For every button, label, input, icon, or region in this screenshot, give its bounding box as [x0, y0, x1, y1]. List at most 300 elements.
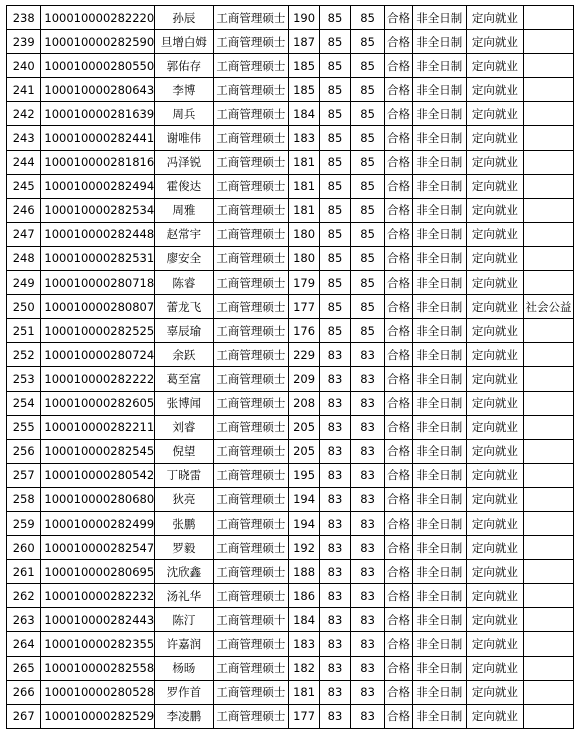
table-row: [7, 126, 574, 150]
table-row: [7, 295, 574, 319]
score-1-cell: 83: [319, 608, 350, 632]
table-row: [7, 6, 574, 30]
candidate-name-cell: 李凌鹏: [155, 704, 213, 728]
row-number-cell: 261: [7, 560, 41, 584]
study-mode-cell: 非全日制: [412, 343, 466, 367]
table-row: [7, 150, 574, 174]
result-cell: 合格: [385, 174, 413, 198]
major-cell: 工商管理硕士: [213, 343, 289, 367]
candidate-name-cell: 罗作首: [155, 680, 213, 704]
score-1-cell: 85: [319, 271, 350, 295]
employment-type-cell: 定向就业: [466, 704, 523, 728]
table-row: [7, 271, 574, 295]
total-score-cell: 190: [289, 6, 320, 30]
candidate-id-cell: 100010000282443: [41, 608, 155, 632]
total-score-cell: 181: [289, 198, 320, 222]
employment-type-cell: 定向就业: [466, 680, 523, 704]
result-cell: 合格: [385, 584, 413, 608]
row-number-cell: 240: [7, 54, 41, 78]
score-1-cell: 83: [319, 487, 350, 511]
score-1-cell: 85: [319, 174, 350, 198]
score-2-cell: 85: [351, 295, 385, 319]
note-cell: [524, 536, 574, 560]
score-2-cell: 85: [351, 198, 385, 222]
employment-type-cell: 定向就业: [466, 632, 523, 656]
result-cell: 合格: [385, 487, 413, 511]
row-number-cell: 248: [7, 246, 41, 270]
candidate-name-cell: 李博: [155, 78, 213, 102]
result-cell: 合格: [385, 271, 413, 295]
major-cell: 工商管理硕士: [213, 30, 289, 54]
total-score-cell: 209: [289, 367, 320, 391]
major-cell: 工商管理硕士: [213, 319, 289, 343]
row-number-cell: 264: [7, 632, 41, 656]
table-row: [7, 30, 574, 54]
candidate-id-cell: 100010000281639: [41, 102, 155, 126]
study-mode-cell: 非全日制: [412, 560, 466, 584]
candidate-id-cell: 100010000280528: [41, 680, 155, 704]
candidate-name-cell: 丁晓雷: [155, 463, 213, 487]
employment-type-cell: 定向就业: [466, 415, 523, 439]
score-2-cell: 83: [351, 487, 385, 511]
score-2-cell: 85: [351, 6, 385, 30]
candidate-id-cell: 100010000282211: [41, 415, 155, 439]
note-cell: [524, 680, 574, 704]
table-row: [7, 560, 574, 584]
note-cell: [524, 150, 574, 174]
candidate-id-cell: 100010000280807: [41, 295, 155, 319]
employment-type-cell: 定向就业: [466, 391, 523, 415]
note-cell: [524, 367, 574, 391]
major-cell: 工商管理硕士: [213, 511, 289, 535]
table-row: [7, 246, 574, 270]
major-cell: 工商管理硕士: [213, 78, 289, 102]
row-number-cell: 246: [7, 198, 41, 222]
candidate-name-cell: 蕾龙飞: [155, 295, 213, 319]
major-cell: 工商管理硕十: [213, 608, 289, 632]
employment-type-cell: 定向就业: [466, 656, 523, 680]
score-1-cell: 85: [319, 246, 350, 270]
score-2-cell: 83: [351, 584, 385, 608]
major-cell: 工商管理硕士: [213, 439, 289, 463]
note-cell: [524, 319, 574, 343]
total-score-cell: 179: [289, 271, 320, 295]
total-score-cell: 195: [289, 463, 320, 487]
score-1-cell: 85: [319, 78, 350, 102]
study-mode-cell: 非全日制: [412, 78, 466, 102]
major-cell: 工商管理硕士: [213, 391, 289, 415]
row-number-cell: 247: [7, 222, 41, 246]
candidate-id-cell: 100010000280550: [41, 54, 155, 78]
candidate-id-cell: 100010000282222: [41, 367, 155, 391]
candidate-id-cell: 100010000282355: [41, 632, 155, 656]
result-cell: 合格: [385, 246, 413, 270]
row-number-cell: 257: [7, 463, 41, 487]
study-mode-cell: 非全日制: [412, 174, 466, 198]
table-row: [7, 439, 574, 463]
study-mode-cell: 非全日制: [412, 632, 466, 656]
total-score-cell: 183: [289, 632, 320, 656]
score-2-cell: 83: [351, 560, 385, 584]
score-1-cell: 83: [319, 367, 350, 391]
score-2-cell: 85: [351, 319, 385, 343]
result-cell: 合格: [385, 511, 413, 535]
major-cell: 工商管理硕士: [213, 560, 289, 584]
employment-type-cell: 定向就业: [466, 367, 523, 391]
note-cell: [524, 415, 574, 439]
result-cell: 合格: [385, 704, 413, 728]
score-2-cell: 83: [351, 367, 385, 391]
note-cell: [524, 78, 574, 102]
note-cell: [524, 54, 574, 78]
row-number-cell: 254: [7, 391, 41, 415]
table-row: [7, 536, 574, 560]
major-cell: 工商管理硕士: [213, 656, 289, 680]
candidate-name-cell: 孙辰: [155, 6, 213, 30]
row-number-cell: 266: [7, 680, 41, 704]
candidate-name-cell: 张博闻: [155, 391, 213, 415]
row-number-cell: 253: [7, 367, 41, 391]
study-mode-cell: 非全日制: [412, 150, 466, 174]
study-mode-cell: 非全日制: [412, 656, 466, 680]
total-score-cell: 188: [289, 560, 320, 584]
score-1-cell: 83: [319, 632, 350, 656]
candidate-name-cell: 沈欣鑫: [155, 560, 213, 584]
major-cell: 工商管理硕士: [213, 246, 289, 270]
employment-type-cell: 定向就业: [466, 271, 523, 295]
major-cell: 工商管理硕士: [213, 198, 289, 222]
major-cell: 工商管理硕士: [213, 584, 289, 608]
candidate-id-cell: 100010000282441: [41, 126, 155, 150]
candidate-id-cell: 100010000280542: [41, 463, 155, 487]
employment-type-cell: 定向就业: [466, 536, 523, 560]
candidate-name-cell: 赵常宇: [155, 222, 213, 246]
score-1-cell: 83: [319, 391, 350, 415]
major-cell: 工商管理硕士: [213, 632, 289, 656]
result-cell: 合格: [385, 54, 413, 78]
row-number-cell: 262: [7, 584, 41, 608]
candidate-id-cell: 100010000280643: [41, 78, 155, 102]
score-2-cell: 85: [351, 150, 385, 174]
row-number-cell: 267: [7, 704, 41, 728]
table-row: [7, 198, 574, 222]
row-number-cell: 256: [7, 439, 41, 463]
score-2-cell: 83: [351, 632, 385, 656]
total-score-cell: 192: [289, 536, 320, 560]
table-row: [7, 487, 574, 511]
table-row: [7, 78, 574, 102]
table-row: [7, 704, 574, 728]
candidate-name-cell: 汤礼华: [155, 584, 213, 608]
study-mode-cell: 非全日制: [412, 246, 466, 270]
candidate-id-cell: 100010000282448: [41, 222, 155, 246]
note-cell: [524, 608, 574, 632]
major-cell: 工商管理硕士: [213, 54, 289, 78]
total-score-cell: 181: [289, 174, 320, 198]
table-row: [7, 391, 574, 415]
total-score-cell: 181: [289, 150, 320, 174]
score-2-cell: 83: [351, 656, 385, 680]
result-cell: 合格: [385, 608, 413, 632]
note-cell: [524, 487, 574, 511]
score-2-cell: 85: [351, 174, 385, 198]
result-cell: 合格: [385, 415, 413, 439]
table-row: [7, 463, 574, 487]
employment-type-cell: 定向就业: [466, 511, 523, 535]
candidate-id-cell: 100010000282547: [41, 536, 155, 560]
table-row: [7, 680, 574, 704]
row-number-cell: 250: [7, 295, 41, 319]
result-cell: 合格: [385, 680, 413, 704]
note-cell: [524, 656, 574, 680]
employment-type-cell: 定向就业: [466, 126, 523, 150]
total-score-cell: 205: [289, 439, 320, 463]
candidate-name-cell: 谢唯伟: [155, 126, 213, 150]
score-1-cell: 85: [319, 6, 350, 30]
candidate-id-cell: 100010000280695: [41, 560, 155, 584]
score-1-cell: 83: [319, 343, 350, 367]
candidate-name-cell: 葛至富: [155, 367, 213, 391]
result-cell: 合格: [385, 222, 413, 246]
employment-type-cell: 定向就业: [466, 174, 523, 198]
total-score-cell: 181: [289, 680, 320, 704]
table-row: [7, 584, 574, 608]
result-cell: 合格: [385, 439, 413, 463]
note-cell: [524, 271, 574, 295]
admission-list-table: [6, 5, 574, 729]
score-1-cell: 85: [319, 295, 350, 319]
total-score-cell: 185: [289, 78, 320, 102]
study-mode-cell: 非全日制: [412, 222, 466, 246]
score-2-cell: 83: [351, 511, 385, 535]
candidate-id-cell: 100010000280724: [41, 343, 155, 367]
study-mode-cell: 非全日制: [412, 487, 466, 511]
row-number-cell: 238: [7, 6, 41, 30]
employment-type-cell: 定向就业: [466, 246, 523, 270]
result-cell: 合格: [385, 30, 413, 54]
row-number-cell: 252: [7, 343, 41, 367]
score-2-cell: 85: [351, 78, 385, 102]
row-number-cell: 245: [7, 174, 41, 198]
table-row: [7, 102, 574, 126]
candidate-name-cell: 杨旸: [155, 656, 213, 680]
candidate-id-cell: 100010000282529: [41, 704, 155, 728]
score-1-cell: 83: [319, 680, 350, 704]
row-number-cell: 263: [7, 608, 41, 632]
employment-type-cell: 定向就业: [466, 54, 523, 78]
table-row: [7, 608, 574, 632]
note-cell: [524, 198, 574, 222]
major-cell: 工商管理硕士: [213, 102, 289, 126]
employment-type-cell: 定向就业: [466, 150, 523, 174]
score-1-cell: 83: [319, 439, 350, 463]
score-1-cell: 83: [319, 704, 350, 728]
score-2-cell: 83: [351, 680, 385, 704]
candidate-name-cell: 许嘉润: [155, 632, 213, 656]
total-score-cell: 187: [289, 30, 320, 54]
study-mode-cell: 非全日制: [412, 30, 466, 54]
total-score-cell: 180: [289, 222, 320, 246]
study-mode-cell: 非全日制: [412, 704, 466, 728]
study-mode-cell: 非全日制: [412, 511, 466, 535]
score-1-cell: 85: [319, 198, 350, 222]
score-1-cell: 85: [319, 54, 350, 78]
note-cell: [524, 463, 574, 487]
row-number-cell: 241: [7, 78, 41, 102]
study-mode-cell: 非全日制: [412, 463, 466, 487]
score-2-cell: 83: [351, 463, 385, 487]
row-number-cell: 255: [7, 415, 41, 439]
note-cell: [524, 246, 574, 270]
score-1-cell: 85: [319, 102, 350, 126]
candidate-name-cell: 罗毅: [155, 536, 213, 560]
total-score-cell: 229: [289, 343, 320, 367]
score-2-cell: 85: [351, 126, 385, 150]
total-score-cell: 184: [289, 102, 320, 126]
major-cell: 工商管理硕士: [213, 174, 289, 198]
major-cell: 工商管理硕士: [213, 271, 289, 295]
candidate-id-cell: 100010000282558: [41, 656, 155, 680]
candidate-id-cell: 100010000282605: [41, 391, 155, 415]
major-cell: 工商管理硕士: [213, 222, 289, 246]
major-cell: 工商管理硕士: [213, 150, 289, 174]
candidate-id-cell: 100010000282220: [41, 6, 155, 30]
table-row: [7, 367, 574, 391]
study-mode-cell: 非全日制: [412, 126, 466, 150]
score-1-cell: 83: [319, 560, 350, 584]
row-number-cell: 260: [7, 536, 41, 560]
candidate-id-cell: 100010000280718: [41, 271, 155, 295]
result-cell: 合格: [385, 463, 413, 487]
score-2-cell: 83: [351, 608, 385, 632]
study-mode-cell: 非全日制: [412, 319, 466, 343]
score-1-cell: 83: [319, 415, 350, 439]
employment-type-cell: 定向就业: [466, 6, 523, 30]
row-number-cell: 251: [7, 319, 41, 343]
candidate-id-cell: 100010000281816: [41, 150, 155, 174]
result-cell: 合格: [385, 102, 413, 126]
note-cell: [524, 30, 574, 54]
employment-type-cell: 定向就业: [466, 78, 523, 102]
total-score-cell: 177: [289, 704, 320, 728]
total-score-cell: 183: [289, 126, 320, 150]
employment-type-cell: 定向就业: [466, 343, 523, 367]
employment-type-cell: 定向就业: [466, 487, 523, 511]
note-cell: [524, 511, 574, 535]
study-mode-cell: 非全日制: [412, 536, 466, 560]
total-score-cell: 176: [289, 319, 320, 343]
total-score-cell: 205: [289, 415, 320, 439]
major-cell: 工商管理硕士: [213, 536, 289, 560]
score-1-cell: 83: [319, 463, 350, 487]
row-number-cell: 259: [7, 511, 41, 535]
study-mode-cell: 非全日制: [412, 295, 466, 319]
total-score-cell: 180: [289, 246, 320, 270]
study-mode-cell: 非全日制: [412, 102, 466, 126]
result-cell: 合格: [385, 343, 413, 367]
study-mode-cell: 非全日制: [412, 391, 466, 415]
total-score-cell: 184: [289, 608, 320, 632]
note-cell: [524, 126, 574, 150]
score-2-cell: 85: [351, 30, 385, 54]
score-2-cell: 83: [351, 704, 385, 728]
major-cell: 工商管理硕士: [213, 295, 289, 319]
result-cell: 合格: [385, 319, 413, 343]
candidate-name-cell: 周雅: [155, 198, 213, 222]
candidate-id-cell: 100010000282545: [41, 439, 155, 463]
score-2-cell: 85: [351, 54, 385, 78]
result-cell: 合格: [385, 78, 413, 102]
candidate-name-cell: 郭佑存: [155, 54, 213, 78]
row-number-cell: 249: [7, 271, 41, 295]
major-cell: 工商管理硕士: [213, 487, 289, 511]
employment-type-cell: 定向就业: [466, 30, 523, 54]
score-1-cell: 85: [319, 30, 350, 54]
total-score-cell: 185: [289, 54, 320, 78]
candidate-name-cell: 周兵: [155, 102, 213, 126]
total-score-cell: 194: [289, 487, 320, 511]
score-2-cell: 83: [351, 415, 385, 439]
result-cell: 合格: [385, 150, 413, 174]
candidate-id-cell: 100010000282525: [41, 319, 155, 343]
score-2-cell: 85: [351, 222, 385, 246]
candidate-name-cell: 倪望: [155, 439, 213, 463]
table-row: [7, 415, 574, 439]
note-cell: [524, 222, 574, 246]
score-2-cell: 85: [351, 102, 385, 126]
score-1-cell: 83: [319, 656, 350, 680]
note-cell: [524, 391, 574, 415]
result-cell: 合格: [385, 536, 413, 560]
result-cell: 合格: [385, 560, 413, 584]
note-cell: [524, 632, 574, 656]
candidate-id-cell: 100010000282531: [41, 246, 155, 270]
score-1-cell: 85: [319, 319, 350, 343]
candidate-name-cell: 廖安全: [155, 246, 213, 270]
score-2-cell: 83: [351, 439, 385, 463]
candidate-id-cell: 100010000282590: [41, 30, 155, 54]
study-mode-cell: 非全日制: [412, 608, 466, 632]
study-mode-cell: 非全日制: [412, 584, 466, 608]
score-1-cell: 85: [319, 222, 350, 246]
table-row: [7, 319, 574, 343]
score-2-cell: 85: [351, 246, 385, 270]
candidate-id-cell: 100010000282499: [41, 511, 155, 535]
candidate-name-cell: 霍俊达: [155, 174, 213, 198]
result-cell: 合格: [385, 198, 413, 222]
table-row: [7, 656, 574, 680]
score-1-cell: 83: [319, 584, 350, 608]
table-row: [7, 174, 574, 198]
total-score-cell: 177: [289, 295, 320, 319]
employment-type-cell: 定向就业: [466, 198, 523, 222]
candidate-id-cell: 100010000280680: [41, 487, 155, 511]
candidate-name-cell: 刘睿: [155, 415, 213, 439]
note-cell: [524, 102, 574, 126]
row-number-cell: 244: [7, 150, 41, 174]
candidate-id-cell: 100010000282494: [41, 174, 155, 198]
candidate-id-cell: 100010000282232: [41, 584, 155, 608]
total-score-cell: 186: [289, 584, 320, 608]
study-mode-cell: 非全日制: [412, 439, 466, 463]
candidate-id-cell: 100010000282534: [41, 198, 155, 222]
employment-type-cell: 定向就业: [466, 319, 523, 343]
note-cell: [524, 174, 574, 198]
candidate-name-cell: 余跃: [155, 343, 213, 367]
note-cell: 社会公益: [524, 295, 574, 319]
note-cell: [524, 343, 574, 367]
score-1-cell: 85: [319, 150, 350, 174]
